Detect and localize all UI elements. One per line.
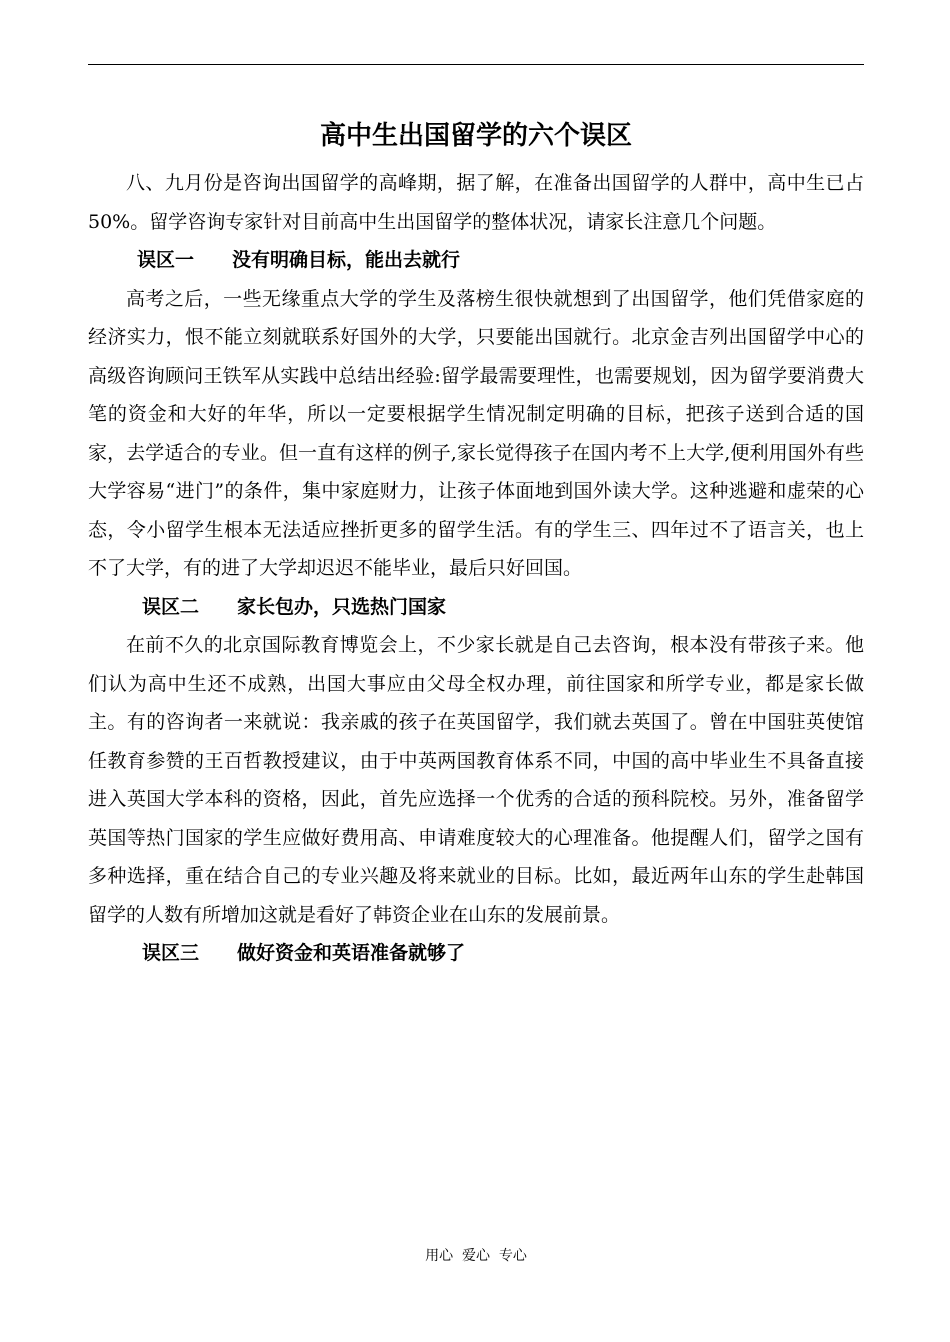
section-body-1: 高考之后，一些无缘重点大学的学生及落榜生很快就想到了出国留学，他们凭借家庭的经济实力，恨不能立刻就联系好国外的大学，只要能出国就行。北京金吉列出国留学中心的高级咨询顾问王铁军从实践中总结出经验:留学最需要理性，也需要规划，因为留学要消费大笔的资金和大好的年华，所以一定要根据学生情况制定明确的目标，把孩子送到合适的国家，去学适合的专业。但一直有这样的例子,家长觉得孩子在国内考不上大学,便利用国外有些大学容易“进门”的条件，集中家庭财力，让孩子体面地到国外读大学。这种逃避和虚荣的心态，令小留学生根本无法适应挫折更多的留学生活。有的学生三、四年过不了语言关，也上不了大学，有的进了大学却迟迟不能毕业，最后只好回国。 — [88, 287, 864, 579]
document-body — [88, 164, 864, 973]
intro-paragraph: 八、九月份是咨询出国留学的高峰期，据了解，在准备出国留学的人群中，高中生已占50%。留学咨询专家针对目前高中生出国留学的整体状况，请家长注意几个问题。 — [88, 172, 864, 233]
section-heading-2: 误区二 家长包办，只选热门国家 — [142, 595, 447, 618]
page-footer: 用心 爱心 专心 — [425, 1248, 527, 1264]
section-body-2: 在前不久的北京国际教育博览会上，不少家长就是自己去咨询，根本没有带孩子来。他们认为高中生还不成熟，出国大事应由父母全权办理，前往国家和所学专业，都是家长做主。有的咨询者一来就说：我亲戚的孩子在英国留学，我们就去英国了。曾在中国驻英使馆任教育参赞的王百哲教授建议，由于中英两国教育体系不同，中国的高中毕业生不具备直接进入英国大学本科的资格，因此，首先应选择一个优秀的合适的预科院校。另外，准备留学英国等热门国家的学生应做好费用高、申请难度较大的心理准备。他提醒人们，留学之国有多种选择，重在结合自己的专业兴趣及将来就业的目标。比如，最近两年山东的学生赴韩国留学的人数有所增加这就是看好了韩资企业在山东的发展前景。 — [88, 634, 864, 926]
section-heading-1: 误区一 没有明确目标，能出去就行 — [137, 249, 461, 271]
section-heading-3: 误区三 做好资金和英语准备就够了 — [142, 942, 466, 964]
document-title: 高中生出国留学的六个误区 — [319, 121, 632, 151]
header-rule — [88, 64, 864, 65]
